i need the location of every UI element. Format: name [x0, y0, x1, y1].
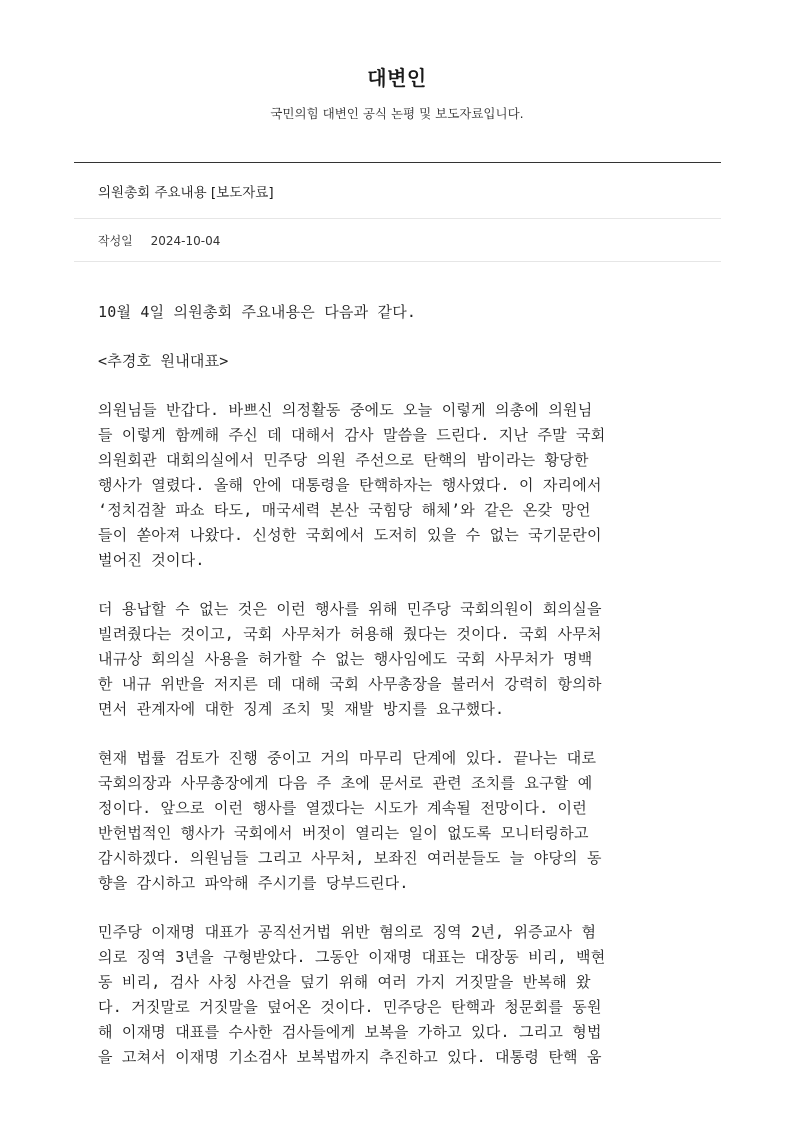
meta-divider: [74, 261, 721, 262]
body-line: 빌려줬다는 것이고, 국회 사무처가 허용해 줬다는 것이다. 국회 사무처: [98, 625, 602, 643]
body-line: 행사가 열렸다. 올해 안에 대통령을 탄핵하자는 행사였다. 이 자리에서: [98, 476, 602, 494]
body-line: 반헌법적인 행사가 국회에서 버젓이 열리는 일이 없도록 모니터링하고: [98, 824, 589, 842]
body-line: 벌어진 것이다.: [98, 551, 205, 569]
post-body: [98, 300, 698, 1094]
body-line: 한 내규 위반을 저지른 데 대해 국회 사무총장을 불러서 강력히 항의하: [98, 675, 602, 693]
date-label: 작성일: [98, 234, 133, 248]
body-paragraph: [98, 300, 698, 325]
body-line: 들 이렇게 함께해 주신 데 대해서 감사 말씀을 드린다. 지난 주말 국회: [98, 426, 606, 444]
body-line: 더 용납할 수 없는 것은 이런 행사를 위해 민주당 국회의원이 회의실을: [98, 600, 602, 618]
body-line: 해 이재명 대표를 수사한 검사들에게 보복을 가하고 있다. 그리고 형법: [98, 1023, 602, 1041]
body-paragraph: [98, 920, 698, 1070]
body-paragraph: [98, 597, 698, 722]
site-title[interactable]: 대변인: [367, 66, 427, 90]
body-line: 을 고쳐서 이재명 기소검사 보복법까지 추진하고 있다. 대통령 탄핵 움: [98, 1048, 602, 1066]
body-line: 동 비리, 검사 사칭 사건을 덮기 위해 여러 가지 거짓말을 반복해 왔: [98, 973, 591, 991]
body-line: 다. 거짓말로 거짓말을 덮어온 것이다. 민주당은 탄핵과 청문회를 동원: [98, 998, 602, 1016]
body-line: 의로 징역 3년을 구형받았다. 그동안 이재명 대표는 대장동 비리, 백현: [98, 948, 606, 966]
body-line: 감시하겠다. 의원님들 그리고 사무처, 보좌진 여러분들도 늘 야당의 동: [98, 849, 602, 867]
body-line: 의원회관 대회의실에서 민주당 의원 주선으로 탄핵의 밤이라는 황당한: [98, 451, 589, 469]
body-line: 10월 4일 의원총회 주요내용은 다음과 같다.: [98, 303, 417, 321]
site-description: 국민의힘 대변인 공식 논평 및 보도자료입니다.: [270, 106, 524, 121]
title-divider: [74, 218, 721, 219]
body-paragraph: [98, 746, 698, 896]
body-paragraph: [98, 349, 698, 374]
body-paragraph: [98, 398, 698, 573]
body-line: 면서 관계자에 대한 징계 조치 및 재발 방지를 요구했다.: [98, 700, 505, 718]
header-divider: [74, 162, 721, 163]
body-line: 민주당 이재명 대표가 공직선거법 위반 혐의로 징역 2년, 위증교사 혐: [98, 923, 597, 941]
post-date: 2024-10-04: [150, 234, 221, 248]
body-line: 국회의장과 사무총장에게 다음 주 초에 문서로 관련 조치를 요구할 예: [98, 774, 593, 792]
body-line: <추경호 원내대표>: [98, 352, 229, 370]
body-line: 정이다. 앞으로 이런 행사를 열겠다는 시도가 계속될 전망이다. 이런: [98, 799, 587, 817]
body-line: 현재 법률 검토가 진행 중이고 거의 마무리 단계에 있다. 끝나는 대로: [98, 749, 597, 767]
body-line: ‘정치검찰 파쇼 타도, 매국세력 본산 국힘당 해체’와 같은 온갖 망언: [98, 501, 591, 519]
post-meta: [98, 232, 220, 249]
body-line: 내규상 회의실 사용을 허가할 수 없는 행사임에도 국회 사무처가 명백: [98, 650, 593, 668]
body-line: 향을 감시하고 파악해 주시기를 당부드린다.: [98, 874, 409, 892]
body-line: 의원님들 반갑다. 바쁘신 의정활동 중에도 오늘 이렇게 의총에 의원님: [98, 401, 593, 419]
post-title: 의원총회 주요내용 [보도자료]: [98, 185, 274, 201]
body-line: 들이 쏟아져 나왔다. 신성한 국회에서 도저히 있을 수 없는 국기문란이: [98, 526, 602, 544]
